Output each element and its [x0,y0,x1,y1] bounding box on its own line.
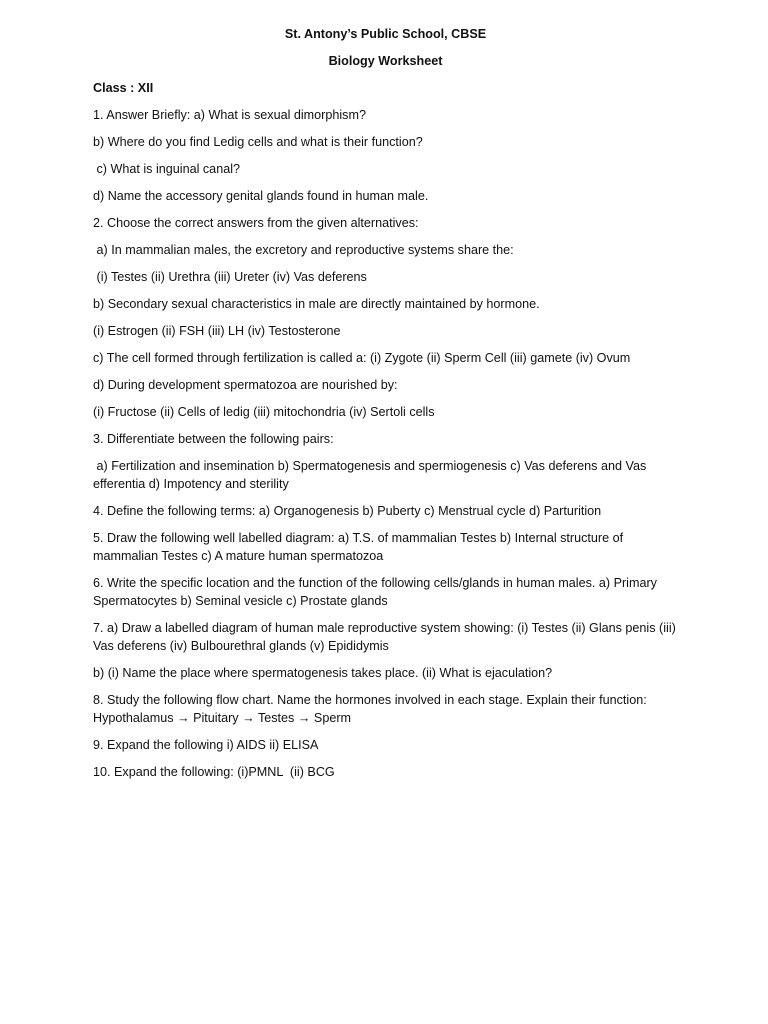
worksheet-title: Biology Worksheet [328,54,443,68]
question-1a: 1. Answer Briefly: a) What is sexual dimorphism? [93,108,366,122]
question-1d: d) Name the accessory genital glands found in human male. [93,189,429,203]
document-content [93,25,678,790]
question-2d-options: (i) Fructose (ii) Cells of ledig (iii) mitochondria (iv) Sertoli cells [93,405,435,419]
question-2: 2. Choose the correct answers from the given alternatives: [93,216,419,230]
question-7b: b) (i) Name the place where spermatogenesis takes place. (ii) What is ejaculation? [93,666,553,680]
question-8: 8. Study the following flow chart. Name the hormones involved in each stage. Explain their function: Hypothalamus → Pituitary → Testes → Sperm [93,693,651,725]
question-5: 5. Draw the following well labelled diagram: a) T.S. of mammalian Testes b) Internal structure of mammalian Testes c) A mature human spermatozoa [93,531,627,563]
question-2b-options: (i) Estrogen (ii) FSH (iii) LH (iv) Testosterone [93,324,341,338]
question-3: 3. Differentiate between the following pairs: [93,432,334,446]
question-7a: 7. a) Draw a labelled diagram of human male reproductive system showing: (i) Testes (ii) Glans penis (iii) Vas deferens (iv) Bulbourethral glands (v) Epididymis [93,621,680,653]
question-2b: b) Secondary sexual characteristics in male are directly maintained by hormone. [93,297,540,311]
question-2c: c) The cell formed through fertilization is called a: (i) Zygote (ii) Sperm Cell (iii) gamete (iv) Ovum [93,351,631,365]
question-10: 10. Expand the following: (i)PMNL (ii) BCG [93,765,335,779]
class-label: Class : XII [93,81,154,95]
school-name: St. Antony’s Public School, CBSE [284,27,487,41]
question-3-pairs: a) Fertilization and insemination b) Spermatogenesis and spermiogenesis c) Vas deferens and Vas efferentia d) Impotency and sterility [93,459,650,491]
question-2a-options: (i) Testes (ii) Urethra (iii) Ureter (iv) Vas deferens [93,270,367,284]
question-2d: d) During development spermatozoa are nourished by: [93,378,398,392]
question-6: 6. Write the specific location and the function of the following cells/glands in human males. a) Primary Spermatocytes b) Seminal vesicle c) Prostate glands [93,576,661,608]
question-4: 4. Define the following terms: a) Organogenesis b) Puberty c) Menstrual cycle d) Parturition [93,504,602,518]
question-1c: c) What is inguinal canal? [93,162,240,176]
question-1b: b) Where do you find Ledig cells and what is their function? [93,135,423,149]
question-2a: a) In mammalian males, the excretory and reproductive systems share the: [93,243,514,257]
question-9: 9. Expand the following i) AIDS ii) ELISA [93,738,319,752]
